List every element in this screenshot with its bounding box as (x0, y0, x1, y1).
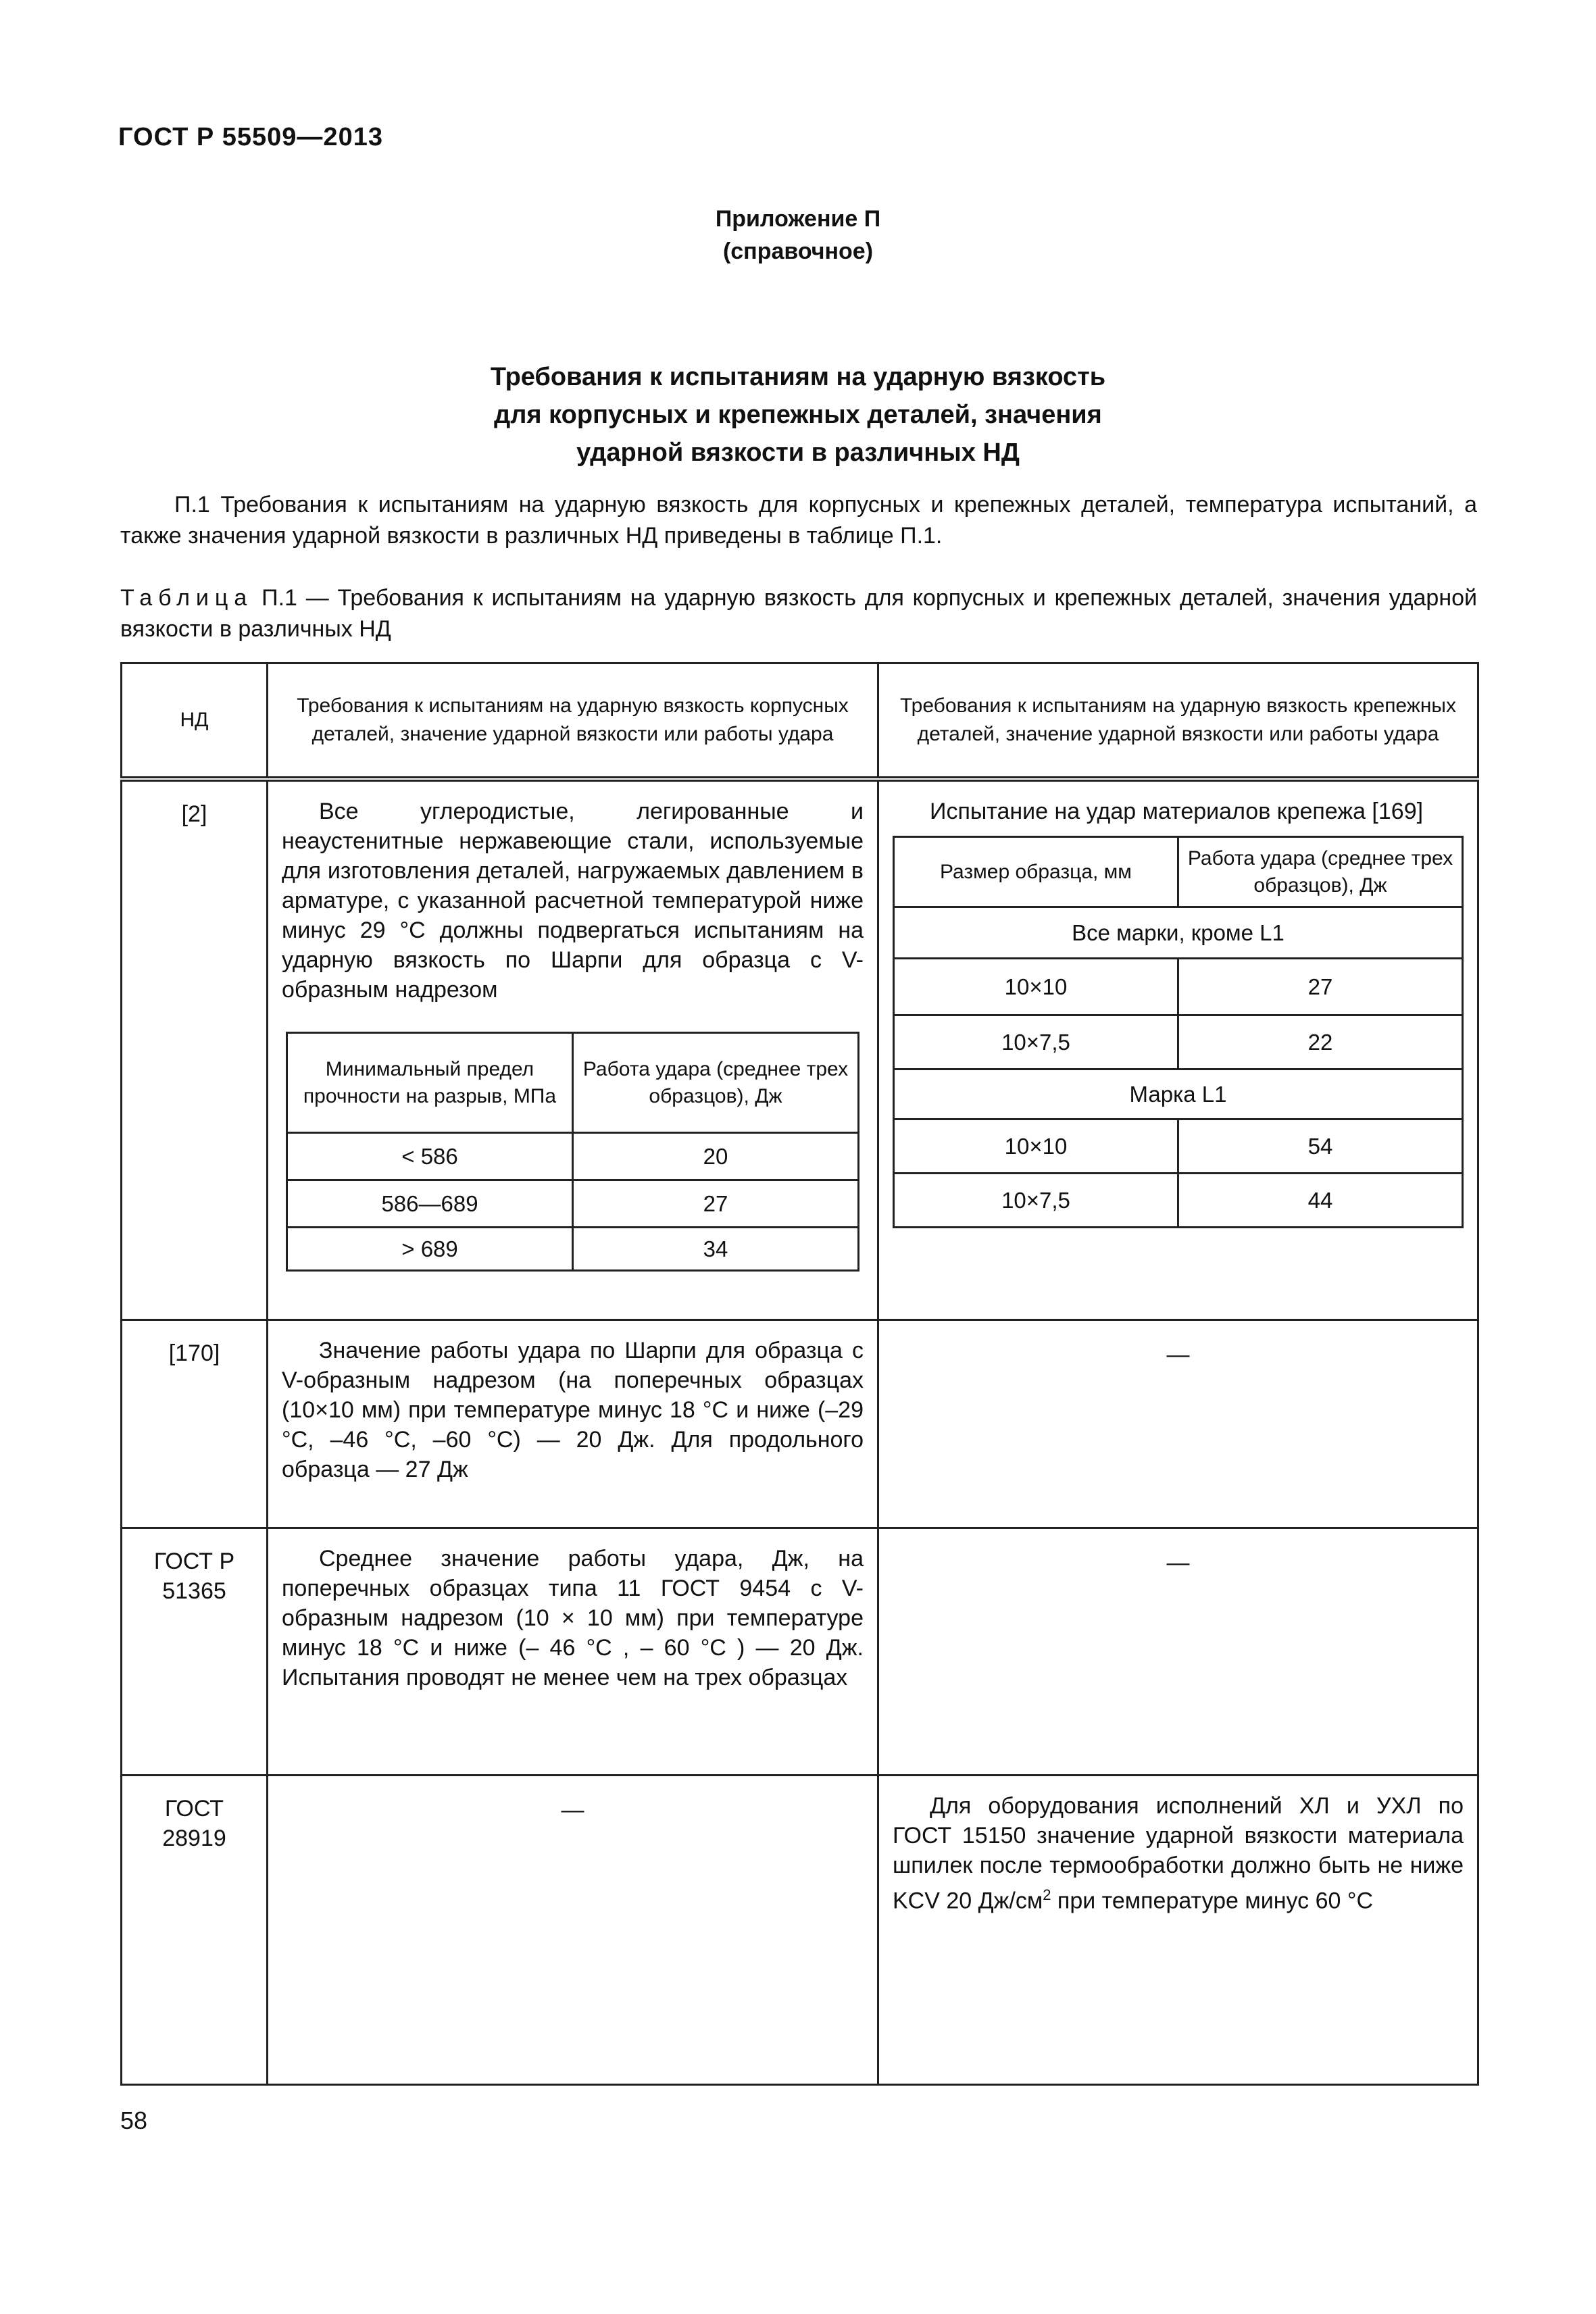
impact-value: 22 (1178, 1015, 1463, 1070)
grade-group-label: Марка L1 (894, 1070, 1463, 1120)
subtable-row (287, 1133, 859, 1180)
fasteners-text-end: при температуре минус 60 °С (1051, 1887, 1373, 1913)
fasteners-text: Испытание на удар материалов крепежа [169] (930, 799, 1424, 824)
subtable-row (894, 1015, 1463, 1070)
fasteners-cell: — (878, 1319, 1478, 1528)
subtable-header: Размер образца, мм (894, 837, 1178, 907)
body-parts-cell: — (268, 1775, 878, 2084)
table-row (122, 1319, 1478, 1528)
specimen-size: 10×10 (894, 959, 1178, 1015)
strength-value: > 689 (287, 1228, 573, 1271)
grade-group-label: Все марки, кроме L1 (894, 907, 1463, 959)
table-row (122, 779, 1478, 1319)
body-parts-text: Значение работы удара по Шарпи для образца с V-образным надрезом (на поперечных образцах (10×10 мм) при температуре минус 18 °С и ниже (–29 °С, –46 °С, –60 °С) — 20 Дж. Для продольного образца — 27 Дж (282, 1337, 864, 1482)
impact-value: 34 (573, 1228, 859, 1271)
table-row (122, 1528, 1478, 1775)
specimen-size: 10×10 (894, 1120, 1178, 1174)
header-nd: НД (122, 663, 268, 780)
impact-value: 27 (1178, 959, 1463, 1015)
nd-line: ГОСТ (164, 1795, 224, 1821)
specimen-size: 10×7,5 (894, 1174, 1178, 1228)
subtable-row (894, 1120, 1463, 1174)
fasteners-cell (878, 779, 1478, 1319)
fasteners-cell (878, 1775, 1478, 2084)
appendix-name: Приложение П (715, 206, 881, 232)
subtable-header: Работа удара (среднее трех образцов), Дж (573, 1033, 859, 1133)
body-parts-cell (268, 1319, 878, 1528)
title-line-1: Требования к испытаниям на ударную вязкость (490, 363, 1106, 391)
body-parts-text: Все углеродистые, легированные и неаустенитные нержавеющие стали, используемые для изготовления деталей, нагружаемых давлением в арматуре, с указанной расчетной температурой ниже минус 29 °С должны подвергаться испытаниям на ударную вязкость по Шарпи для образца с V-образным надрезом (282, 799, 864, 1003)
intro-paragraph: П.1 Требования к испытаниям на ударную вязкость для корпусных и крепежных деталей, температура испытаний, а также значения ударной вязкости в различных НД приведены в таблице П.1. (120, 492, 1477, 549)
nd-line: ГОСТ Р (153, 1548, 235, 1574)
header-fasteners: Требования к испытаниям на ударную вязкость крепежных деталей, значение ударной вязкости или работы удара (878, 663, 1478, 780)
body-parts-text: Среднее значение работы удара, Дж, на поперечных образцах типа 11 ГОСТ 9454 с V-образным надрезом (10 × 10 мм) при температуре минус 18 °С и ниже (– 46 °С , – 60 °С ) — 20 Дж. Испытания проводят не менее чем на трех образцах (282, 1545, 864, 1690)
subtable-header: Работа удара (среднее трех образцов), Дж (1178, 837, 1463, 907)
requirements-table (120, 662, 1479, 2086)
specimen-size: 10×7,5 (894, 1015, 1178, 1070)
fasteners-text (893, 1791, 1464, 1915)
subtable-row (894, 1174, 1463, 1228)
fasteners-text-main: Для оборудования исполнений ХЛ и УХЛ по ГОСТ 15150 значение ударной вязкости материала шпилек после термообработки должно быть не ниже KCV 20 Дж/см (893, 1792, 1464, 1913)
table-row (122, 1775, 1478, 2084)
nd-cell: [2] (122, 779, 268, 1319)
subtable-row (287, 1180, 859, 1228)
strength-value: 586—689 (287, 1180, 573, 1228)
impact-value: 27 (573, 1180, 859, 1228)
body-parts-cell (268, 1528, 878, 1775)
unit-superscript: 2 (1043, 1886, 1051, 1903)
table-caption-text: П.1 — Требования к испытаниям на ударную вязкость для корпусных и крепежных деталей, значения ударной вязкости в различных НД (120, 585, 1477, 642)
nd-line: 51365 (162, 1578, 226, 1604)
impact-value: 54 (1178, 1120, 1463, 1174)
fasteners-cell: — (878, 1528, 1478, 1775)
appendix-title (0, 358, 1596, 472)
nd-cell (122, 1775, 268, 2084)
subtable-header: Минимальный предел прочности на разрыв, МПа (287, 1033, 573, 1133)
nd-cell: [170] (122, 1319, 268, 1528)
header-body-parts: Требования к испытаниям на ударную вязкость корпусных деталей, значение ударной вязкости или работы удара (268, 663, 878, 780)
subtable-row (287, 1228, 859, 1271)
impact-value: 44 (1178, 1174, 1463, 1228)
table-caption (120, 582, 1477, 645)
title-line-2: для корпусных и крепежных деталей, значения (494, 401, 1102, 429)
strength-value: < 586 (287, 1133, 573, 1180)
title-line-3: ударной вязкости в различных НД (576, 438, 1020, 467)
nd-line: 28919 (162, 1825, 226, 1851)
table-header-row (122, 663, 1478, 780)
impact-value: 20 (573, 1133, 859, 1180)
fastener-subtable (893, 836, 1464, 1228)
document-code: ГОСТ Р 55509—2013 (118, 123, 383, 151)
body-parts-cell (268, 779, 878, 1319)
appendix-type: (справочное) (722, 238, 874, 264)
table-caption-label: Таблица (120, 585, 253, 611)
subtable-row (894, 959, 1463, 1015)
page-number: 58 (120, 2107, 148, 2134)
strength-subtable (286, 1032, 859, 1272)
nd-cell (122, 1528, 268, 1775)
